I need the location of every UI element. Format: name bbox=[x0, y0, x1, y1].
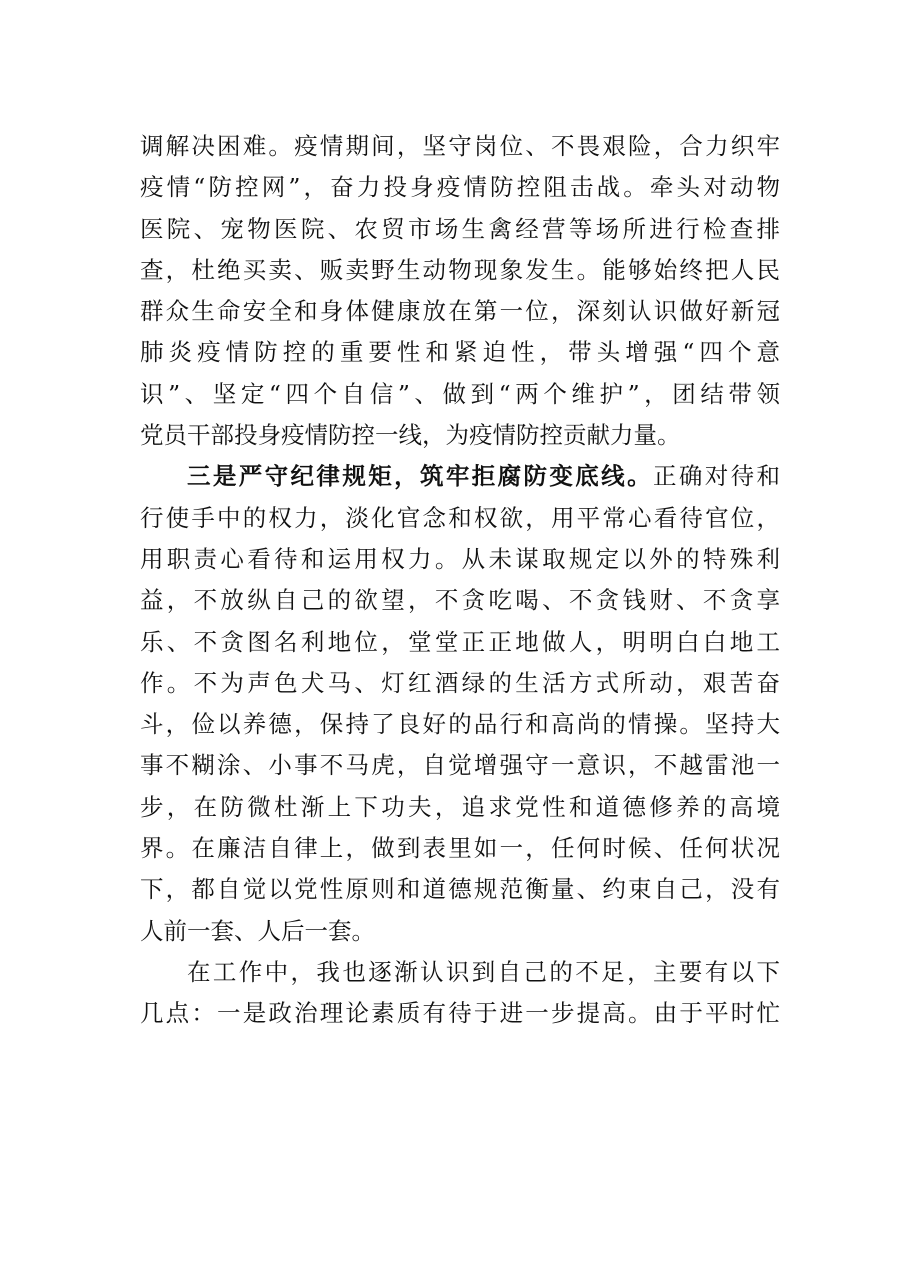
text-line: 界。在廉洁自律上，做到表里如一，任何时候、任何状况 bbox=[140, 834, 780, 863]
text-line: 识”、坚定“四个自信”、做到“两个维护”，团结带领 bbox=[140, 379, 780, 408]
text-line: 下，都自觉以党性原则和道德规范衡量、约束自己，没有 bbox=[140, 875, 780, 904]
text-line: 乐、不贪图名利地位，堂堂正正地做人，明明白白地工 bbox=[140, 627, 780, 656]
paragraph-start-line: 在工作中，我也逐渐认识到自己的不足，主要有以下 bbox=[187, 957, 780, 986]
text-line: 党员干部投身疫情防控一线，为疫情防控贡献力量。 bbox=[140, 421, 681, 450]
text-segment: 正确对待和 bbox=[652, 462, 781, 491]
text-line: 益，不放纵自己的欲望，不贪吃喝、不贪钱财、不贪享 bbox=[140, 586, 780, 615]
text-line: 行使手中的权力，淡化官念和权欲，用平常心看待官位， bbox=[140, 503, 780, 532]
text-line: 作。不为声色犬马、灯红酒绿的生活方式所动，艰苦奋 bbox=[140, 668, 780, 697]
text-line: 人前一套、人后一套。 bbox=[140, 916, 375, 945]
paragraph-heading: 三是严守纪律规矩，筑牢拒腐防变底线。 bbox=[187, 462, 653, 491]
text-line: 事不糊涂、小事不马虎，自觉增强守一意识，不越雷池一 bbox=[140, 751, 780, 780]
paragraph-start-line bbox=[140, 456, 780, 497]
text-line: 用职责心看待和运用权力。从未谋取规定以外的特殊利 bbox=[140, 544, 780, 573]
text-line: 步，在防微杜渐上下功夫，追求党性和道德修养的高境 bbox=[140, 792, 780, 821]
body-text bbox=[140, 126, 780, 1035]
text-line: 医院、宠物医院、农贸市场生禽经营等场所进行检查排 bbox=[140, 214, 780, 243]
text-line: 肺炎疫情防控的重要性和紧迫性，带头增强“四个意 bbox=[140, 338, 780, 367]
text-line: 调解决困难。疫情期间，坚守岗位、不畏艰险，合力织牢 bbox=[140, 132, 780, 160]
text-line: 斗，俭以养德，保持了良好的品行和高尚的情操。坚持大 bbox=[140, 710, 780, 739]
text-line: 疫情“防控网”，奋力投身疫情防控阻击战。牵头对动物 bbox=[140, 173, 780, 202]
text-line: 群众生命安全和身体健康放在第一位，深刻认识做好新冠 bbox=[140, 297, 780, 326]
text-line: 几点：一是政治理论素质有待于进一步提高。由于平时忙 bbox=[140, 999, 780, 1028]
text-line: 查，杜绝买卖、贩卖野生动物现象发生。能够始终把人民 bbox=[140, 255, 780, 284]
